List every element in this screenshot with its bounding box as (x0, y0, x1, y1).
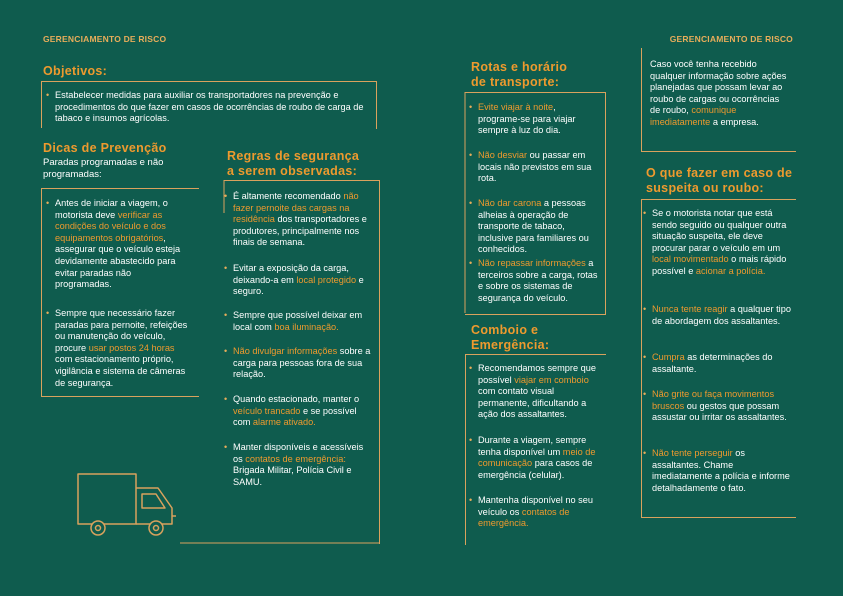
bullet-icon: • (224, 263, 228, 273)
bullet-icon: • (224, 394, 228, 404)
bullet-icon: • (46, 308, 50, 318)
regras-item-2: • Evitar a exposição da carga, deixando-a em local protegido e seguro. (224, 263, 364, 297)
suspeita-item-5: • Não tente perseguir os assaltantes. Chame imediatamente a polícia e informe detalhadamente o fato. (643, 448, 790, 493)
header-left: GERENCIAMENTO DE RISCO (43, 34, 167, 44)
bullet-icon: • (469, 363, 473, 373)
suspeita-item-2: • Nunca tente reagir a qualquer tipo de abordagem dos assaltantes. (643, 304, 791, 326)
bullet-icon: • (469, 102, 473, 112)
dicas-subtitle: Paradas programadas e não programadas: (43, 157, 164, 180)
rotas-title: Rotas e horário de transporte: (471, 60, 568, 89)
dicas-item-1: • Antes de iniciar a viagem, o motorista deve verificar as condições do veículo e dos equipamentos obrigatórios, assegurar que o veículo esteja devidamente abastecido para evitar paradas não programadas. (46, 198, 181, 290)
bullet-icon: • (469, 495, 473, 505)
regras-item-5: • Quando estacionado, manter o veículo trancado e se possível com alarme ativado. (224, 394, 360, 428)
comboio-item-2: • Durante a viagem, sempre tenha disponível um meio de comunicação para casos de emergência (celular). (469, 435, 596, 480)
suspeita-title: O que fazer em caso de suspeita ou roubo: (646, 166, 793, 195)
dicas-title: Dicas de Prevenção (43, 141, 167, 155)
bullet-icon: • (224, 346, 228, 356)
rotas-item-1: • Evite viajar à noite, programe-se para viajar sempre à luz do dia. (469, 102, 576, 136)
bullet-icon: • (469, 258, 473, 268)
objetivos-text: • Estabelecer medidas para auxiliar os transportadores na prevenção e procedimentos do que fazer em casos de ocorrências de roubo de carga de tabaco e insumos agrícolas. (46, 90, 364, 124)
objetivos-title: Objetivos: (43, 64, 108, 78)
header-right: GERENCIAMENTO DE RISCO (669, 34, 793, 44)
rotas-item-4: • Não repassar informações a terceiros sobre a carga, rotas e sobre os sistemas de segurança do veículo. (469, 258, 598, 303)
rotas-item-3: • Não dar carona a pessoas alheias à operação de transporte de tabaco, inclusive para familiares ou conhecidos. (469, 198, 589, 255)
bullet-icon: • (46, 198, 50, 208)
comboio-title: Comboio e Emergência: (471, 323, 550, 352)
bullet-icon: • (643, 304, 647, 314)
suspeita-item-3: • Cumpra as determinações do assaltante. (643, 352, 773, 374)
bullet-icon: • (643, 208, 647, 218)
bullet-icon: • (224, 310, 228, 320)
bullet-icon: • (643, 389, 647, 399)
bullet-icon: • (469, 435, 473, 445)
comboio-item-1: • Recomendamos sempre que possível viajar em comboio com contato visual permanente, dificultando a ação dos assaltantes. (469, 363, 596, 420)
regras-title: Regras de segurança a serem observadas: (227, 149, 360, 178)
suspeita-item-4: • Não grite ou faça movimentos bruscos ou gestos que possam assustar ou irritar os assaltantes. (643, 389, 787, 423)
bullet-icon: • (46, 90, 50, 100)
suspeita-item-1: • Se o motorista notar que está sendo seguido ou qualquer outra situação suspeita, ele deve procurar parar o veículo em um local movimentado o mais rápido possível e acionar a polícia. (643, 208, 787, 276)
regras-item-1: • É altamente recomendado não fazer pernoite das cargas na residência dos transportadores e produtores, principalmente nos finais de semana. (224, 191, 367, 248)
rotas-item-2: • Não desviar ou passar em locais não previstos em sua rota. (469, 150, 592, 184)
bullet-icon: • (469, 150, 473, 160)
bullet-icon: • (469, 198, 473, 208)
bullet-icon: • (224, 191, 228, 201)
regras-item-6: • Manter disponíveis e acessíveis os contatos de emergência: Brigada Militar, Polícia Civil e SAMU. (224, 442, 364, 487)
caso-text: Caso você tenha recebido qualquer informação sobre ações planejadas que possam levar ao roubo de cargas ou ocorrências de roubo, comunique imediatamente a empresa. (650, 59, 787, 127)
bullet-icon: • (643, 352, 647, 362)
bullet-icon: • (643, 448, 647, 458)
dicas-item-2: • Sempre que necessário fazer paradas para pernoite, refeições ou manutenção do veículo, procure usar postos 24 horas com estacionamento próprio, vigilância e sistema de câmeras de segurança. (46, 308, 188, 388)
bullet-icon: • (224, 442, 228, 452)
comboio-item-3: • Mantenha disponível no seu veículo os contatos de emergência. (469, 495, 593, 529)
regras-item-4: • Não divulgar informações sobre a carga para pessoas fora de sua relação. (224, 346, 371, 380)
regras-item-3: • Sempre que possível deixar em local com boa iluminação. (224, 310, 363, 332)
